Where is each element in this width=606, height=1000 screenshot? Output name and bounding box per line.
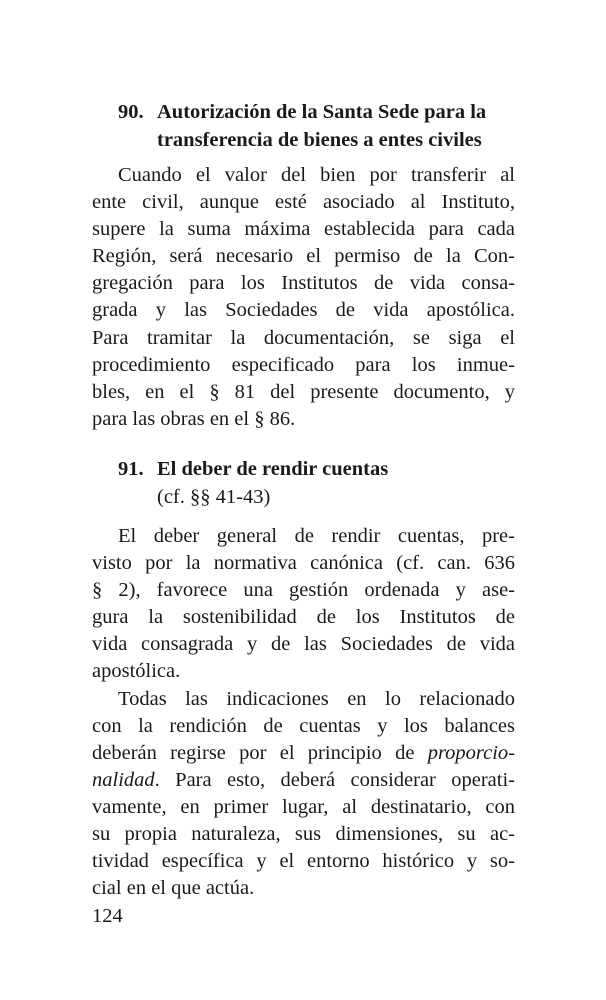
paragraph-line xyxy=(92,740,515,767)
paragraph-line: El deber general de rendir cuentas, pre- xyxy=(118,524,515,547)
paragraph-line: tividad específica y el entorno histórico y so- xyxy=(92,850,515,873)
section-90-paragraph xyxy=(92,162,515,433)
section-91-number: 91. xyxy=(118,457,144,480)
paragraph-line: su propia naturaleza, sus dimensiones, su ac- xyxy=(92,822,515,845)
paragraph-line: visto por la normativa canónica (cf. can. 636 xyxy=(92,552,515,575)
paragraph-line: Región, será necesario el permiso de la Con- xyxy=(92,245,515,268)
paragraph-line: gura la sostenibilidad de los Institutos de xyxy=(92,606,515,629)
italic-text: proporcio- xyxy=(427,741,515,764)
paragraph-line xyxy=(92,767,515,794)
paragraph-line: para las obras en el § 86. xyxy=(92,407,296,430)
paragraph-line: con la rendición de cuentas y los balances xyxy=(92,714,515,737)
paragraph-line: supere la suma máxima establecida para cada xyxy=(92,218,515,241)
paragraph-line: vida consagrada y de las Sociedades de vida xyxy=(92,633,515,656)
section-91-heading-block xyxy=(92,455,515,511)
page-number: 124 xyxy=(92,905,123,927)
paragraph-line: Para tramitar la documentación, se siga el xyxy=(92,326,515,349)
section-91-title: El deber de rendir cuentas xyxy=(157,457,389,480)
paragraph-line: apostólica. xyxy=(92,660,181,683)
section-90-number: 90. xyxy=(118,101,144,123)
paragraph-line: bles, en el § 81 del presente documento, y xyxy=(92,380,515,403)
paragraph-line: ente civil, aunque esté asociado al Instituto, xyxy=(92,191,515,214)
section-91-paragraph-1 xyxy=(92,523,515,686)
plain-text: deberán regirse por el principio de xyxy=(92,741,428,764)
section-91-heading xyxy=(118,455,515,483)
paragraph-line: Todas las indicaciones en lo relacionado xyxy=(118,687,515,710)
paragraph-line: gregación para los Institutos de vida consa- xyxy=(92,272,515,295)
section-90-title-line: transferencia de bienes a entes civiles xyxy=(157,129,482,151)
document-page xyxy=(92,98,515,902)
plain-text: . Para esto, deberá considerar operati- xyxy=(154,768,515,791)
section-91-reference: (cf. §§ 41-43) xyxy=(157,485,271,508)
paragraph-line: vamente, en primer lugar, al destinatario, con xyxy=(92,795,515,818)
section-91 xyxy=(92,455,515,902)
paragraph-line: grada y las Sociedades de vida apostólica. xyxy=(92,299,515,322)
section-90-title-line: Autorización de la Santa Sede para la xyxy=(157,101,487,123)
paragraph-line: § 2), favorece una gestión ordenada y ase- xyxy=(92,579,515,602)
paragraph-line: cial en el que actúa. xyxy=(92,877,255,900)
paragraph-line: Cuando el valor del bien por transferir al xyxy=(118,164,515,186)
section-90-title xyxy=(157,98,515,154)
section-90-heading xyxy=(118,98,515,154)
paragraph-line: procedimiento especificado para los inmue- xyxy=(92,353,515,376)
section-91-paragraph-2 xyxy=(92,686,515,903)
italic-text: nalidad xyxy=(92,768,155,791)
